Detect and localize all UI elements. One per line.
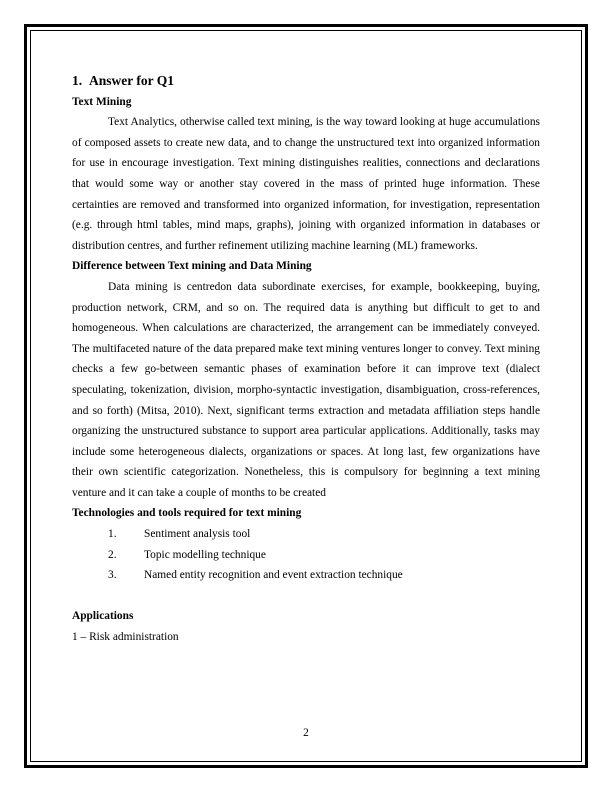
list-item-label: Topic modelling technique: [144, 548, 266, 561]
document-body: [72, 71, 540, 648]
list-item-number: 2.: [108, 548, 117, 561]
list-item-label: Named entity recognition and event extraction technique: [144, 569, 403, 582]
list-item: [72, 524, 540, 545]
list-item: [72, 565, 540, 586]
applications-first-item: 1 – Risk administration: [72, 631, 179, 644]
list-item-number: 3.: [108, 569, 117, 582]
technologies-heading: Technologies and tools required for text mining: [72, 507, 302, 520]
list-item: [72, 545, 540, 566]
page-number: 2: [303, 727, 309, 739]
text-mining-paragraph: Text Analytics, otherwise called text mining, is the way toward looking at huge accumulations of composed assets to create new data, and to change the unstructured text into organized information for use in encourage investigation. Text mining distinguishes realities, connections and declarations that would some way or another stay covered in the mass of printed huge information. These certainties are removed and transformed into organized information, for investigation, representation (e.g. through html tables, mind maps, graphs), joining with organized information in databases or distribution centres, and further refinement utilizing machine learning (ML) frameworks.: [72, 116, 540, 252]
section-title: [72, 71, 540, 92]
technologies-list: [72, 524, 540, 586]
difference-paragraph: Data mining is centredon data subordinate exercises, for example, bookkeeping, buying, production network, CRM, and so on. The required data is anything but difficult to get to and homogeneous. When calculations are characterized, the arrangement can be immediately conveyed. The multifaceted nature of the data prepared make text mining ventures longer to convey. Text mining checks a few go-between semantic phases of examination before it can improve text (dialect speculating, tokenization, division, morpho-syntactic investigation, disambiguation, cross-references, and so forth) (Mitsa, 2010). Next, significant terms extraction and metadata affiliation steps handle organizing the unstructured substance to support area particular applications. Additionally, tasks may include some heterogeneous dialects, organizations or spaces. At long last, few organizations have their own scientific categorization. Nonetheless, this is compulsory for beginning a text mining venture and it can take a couple of months to be created: [72, 280, 540, 499]
difference-heading: Difference between Text mining and Data Mining: [72, 260, 312, 273]
section-number: 1.: [72, 73, 83, 88]
text-mining-heading: Text Mining: [72, 95, 132, 108]
list-item-number: 1.: [108, 528, 117, 541]
applications-heading: Applications: [72, 610, 134, 623]
section-title-text: Answer for Q1: [89, 73, 174, 88]
list-item-label: Sentiment analysis tool: [144, 528, 251, 541]
blank-line: [72, 586, 540, 607]
